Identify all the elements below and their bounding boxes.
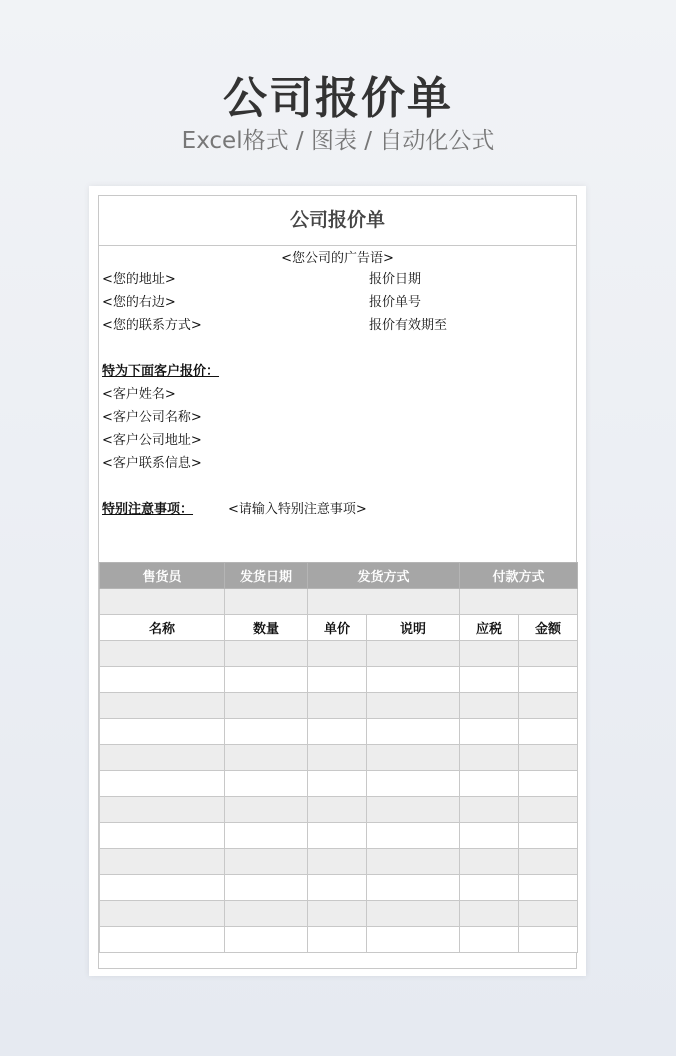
table-cell[interactable] <box>100 693 225 719</box>
table-cell[interactable] <box>519 797 578 823</box>
table-cell[interactable] <box>519 901 578 927</box>
company-contact: <您的联系方式> <box>102 318 202 333</box>
table-cell[interactable] <box>460 771 519 797</box>
header-quantity: 数量 <box>225 615 308 641</box>
table-cell[interactable] <box>100 745 225 771</box>
order-input-row <box>100 589 578 615</box>
quote-grid <box>99 562 578 953</box>
table-cell[interactable] <box>100 849 225 875</box>
table-row <box>100 719 578 745</box>
table-cell[interactable] <box>367 641 460 667</box>
table-cell[interactable] <box>100 719 225 745</box>
table-cell[interactable] <box>519 693 578 719</box>
header-salesperson: 售货员 <box>100 563 225 589</box>
quote-sheet-card <box>89 186 586 976</box>
client-company: <客户公司名称> <box>102 410 202 425</box>
table-cell[interactable] <box>100 641 225 667</box>
company-address: <您的地址> <box>102 272 176 287</box>
table-cell[interactable] <box>225 667 308 693</box>
table-cell[interactable] <box>100 667 225 693</box>
client-contact: <客户联系信息> <box>102 456 202 471</box>
header-payment-method: 付款方式 <box>460 563 578 589</box>
table-cell[interactable] <box>519 719 578 745</box>
table-cell[interactable] <box>367 719 460 745</box>
table-cell[interactable] <box>460 823 519 849</box>
table-cell[interactable] <box>460 927 519 953</box>
table-cell[interactable] <box>308 901 367 927</box>
table-cell[interactable] <box>225 901 308 927</box>
table-cell[interactable] <box>367 901 460 927</box>
table-cell[interactable] <box>225 875 308 901</box>
header-amount: 金额 <box>519 615 578 641</box>
table-cell[interactable] <box>100 771 225 797</box>
header-ship-date: 发货日期 <box>225 563 308 589</box>
page-title: 公司报价单 <box>223 73 453 124</box>
table-cell[interactable] <box>225 823 308 849</box>
table-cell[interactable] <box>519 927 578 953</box>
table-cell[interactable] <box>460 797 519 823</box>
table-cell[interactable] <box>367 667 460 693</box>
table-cell[interactable] <box>460 745 519 771</box>
table-row <box>100 797 578 823</box>
table-cell[interactable] <box>100 797 225 823</box>
order-header-row <box>100 563 578 589</box>
header-taxable: 应税 <box>460 615 519 641</box>
quote-date-label: 报价日期 <box>369 272 422 287</box>
table-cell[interactable] <box>367 849 460 875</box>
table-cell[interactable] <box>308 849 367 875</box>
table-cell[interactable] <box>308 667 367 693</box>
table-cell[interactable] <box>460 849 519 875</box>
table-cell[interactable] <box>308 823 367 849</box>
table-cell[interactable] <box>225 849 308 875</box>
table-row <box>100 771 578 797</box>
quote-number-label: 报价单号 <box>369 295 422 310</box>
table-row <box>100 901 578 927</box>
table-row <box>100 823 578 849</box>
table-cell[interactable] <box>519 667 578 693</box>
table-cell[interactable] <box>225 745 308 771</box>
table-cell[interactable] <box>519 823 578 849</box>
table-row <box>100 745 578 771</box>
table-row <box>100 927 578 953</box>
table-cell[interactable] <box>367 875 460 901</box>
table-cell[interactable] <box>225 797 308 823</box>
table-cell[interactable] <box>225 719 308 745</box>
table-row <box>100 641 578 667</box>
table-row <box>100 875 578 901</box>
table-cell[interactable] <box>100 927 225 953</box>
ship-date-cell[interactable] <box>225 589 308 615</box>
quote-sheet <box>98 195 577 969</box>
table-cell[interactable] <box>100 823 225 849</box>
client-name: <客户姓名> <box>102 387 176 402</box>
table-cell[interactable] <box>367 927 460 953</box>
notes-input[interactable]: <请输入特别注意事项> <box>228 502 367 517</box>
page-subtitle: Excel格式 / 图表 / 自动化公式 <box>181 128 495 154</box>
table-cell[interactable] <box>308 797 367 823</box>
table-cell[interactable] <box>367 693 460 719</box>
table-cell[interactable] <box>367 771 460 797</box>
table-cell[interactable] <box>225 641 308 667</box>
table-cell[interactable] <box>519 771 578 797</box>
table-cell[interactable] <box>308 719 367 745</box>
table-cell[interactable] <box>460 667 519 693</box>
client-address: <客户公司地址> <box>102 433 202 448</box>
company-location: <您的右边> <box>102 295 176 310</box>
company-slogan: <您公司的广告语> <box>281 251 394 266</box>
table-cell[interactable] <box>460 641 519 667</box>
sheet-title: 公司报价单 <box>99 196 576 246</box>
table-cell[interactable] <box>308 693 367 719</box>
header-ship-method: 发货方式 <box>308 563 460 589</box>
table-cell[interactable] <box>519 641 578 667</box>
table-cell[interactable] <box>100 901 225 927</box>
table-cell[interactable] <box>460 875 519 901</box>
header-unit-price: 单价 <box>308 615 367 641</box>
item-header-row <box>100 615 578 641</box>
header-item-name: 名称 <box>100 615 225 641</box>
table-cell[interactable] <box>367 823 460 849</box>
table-cell[interactable] <box>308 641 367 667</box>
table-cell[interactable] <box>308 875 367 901</box>
salesperson-cell[interactable] <box>100 589 225 615</box>
table-cell[interactable] <box>367 797 460 823</box>
table-cell[interactable] <box>100 875 225 901</box>
table-cell[interactable] <box>460 693 519 719</box>
table-cell[interactable] <box>519 875 578 901</box>
table-cell[interactable] <box>460 719 519 745</box>
notes-label: 特别注意事项： <box>102 502 194 517</box>
payment-method-cell[interactable] <box>460 589 578 615</box>
table-cell[interactable] <box>519 849 578 875</box>
table-row <box>100 693 578 719</box>
ship-method-cell[interactable] <box>308 589 460 615</box>
table-cell[interactable] <box>308 745 367 771</box>
client-section-label: 特为下面客户报价： <box>102 364 220 379</box>
table-row <box>100 849 578 875</box>
quote-valid-label: 报价有效期至 <box>369 318 448 333</box>
table-cell[interactable] <box>308 771 367 797</box>
table-cell[interactable] <box>225 771 308 797</box>
table-cell[interactable] <box>225 693 308 719</box>
table-cell[interactable] <box>225 927 308 953</box>
table-cell[interactable] <box>460 901 519 927</box>
table-cell[interactable] <box>519 745 578 771</box>
table-cell[interactable] <box>308 927 367 953</box>
table-row <box>100 667 578 693</box>
header-description: 说明 <box>367 615 460 641</box>
table-cell[interactable] <box>367 745 460 771</box>
